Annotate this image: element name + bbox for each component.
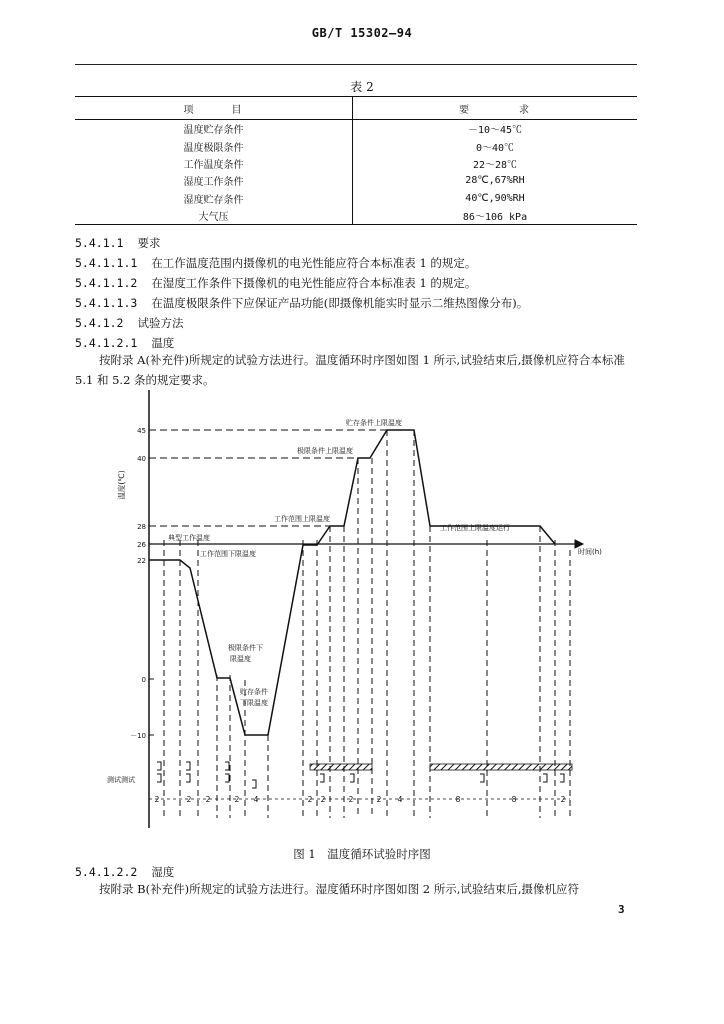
section-number: 5.4.1.1.3 (75, 296, 138, 310)
paragraph-humidity-method: 按附录 B(补充件)所规定的试验方法进行。湿度循环时序图如图 2 所示,试验结束后,摄像机应符 (99, 882, 580, 896)
section-number: 5.4.1.2.2 (75, 865, 138, 879)
section-number: 5.4.1.2 (75, 316, 124, 330)
table-cell-item: 温度贮存条件 (75, 120, 353, 138)
test-marker (225, 762, 229, 770)
requirements-table (75, 96, 637, 225)
x-axis-label: 时间(h) (578, 548, 602, 556)
annotation-limit-upper: 极限条件上限温度 (297, 447, 353, 455)
y-axis-label: 温度(℃) (117, 470, 126, 500)
duration-label: 2 (348, 795, 354, 804)
section-number: 5.4.1.1.2 (75, 276, 138, 290)
table-cell-requirement: 22～28℃ (472, 159, 518, 171)
duration-label: 2 (376, 795, 382, 804)
duration-label: 8 (511, 795, 517, 804)
section-number: 5.4.1.1 (75, 236, 124, 250)
table-header-row (75, 97, 637, 120)
table-row (75, 207, 637, 225)
table-row (75, 190, 637, 207)
section-line (75, 255, 476, 271)
y-tick-label: 40 (137, 455, 146, 463)
annotation-work-upper: 工作范围上限温度 (274, 515, 330, 523)
annotation-typical-work: 典型工作温度 (168, 534, 210, 542)
temperature-cycle-diagram (0, 390, 724, 840)
annotation-storage-lower-2: 下限温度 (240, 699, 268, 707)
table-col-item-header: 项 目 (75, 97, 353, 120)
test-marker (157, 774, 161, 782)
table-cell-item: 工作温度条件 (75, 155, 353, 172)
duration-label: 2 (560, 795, 566, 804)
figure-caption: 图 1 温度循环试验时序图 (293, 847, 431, 861)
section-text: 温度 (151, 336, 175, 350)
test-marker (186, 762, 190, 770)
annotation-limit-lower-1: 极限条件下 (228, 644, 263, 652)
duration-label: 2 (320, 795, 326, 804)
duration-label: 2 (307, 795, 313, 804)
section-text: 试验方法 (137, 316, 184, 330)
section-number: 5.4.1.2.1 (75, 336, 138, 350)
standard-code-header: GB/T 15302—94 (311, 26, 413, 40)
test-marker (350, 774, 354, 782)
table-cell-item: 温度极限条件 (75, 137, 353, 154)
test-marker (186, 774, 190, 782)
y-tick-label: 0 (141, 676, 146, 684)
header-rule (75, 64, 637, 65)
measurement-bar (310, 764, 372, 770)
duration-label: 8 (455, 795, 461, 804)
section-line (75, 864, 174, 880)
table-cell-item: 湿度贮存条件 (75, 190, 353, 207)
annotation-work-upper-run: 工作范围上限温度运行 (440, 524, 510, 532)
y-tick-label: 28 (137, 523, 146, 531)
table-cell-requirement: 0～40℃ (475, 142, 515, 154)
table-row (75, 155, 637, 172)
measurement-bar (430, 764, 572, 770)
page-number: 3 (618, 903, 625, 916)
section-text: 在湿度工作条件下摄像机的电光性能应符合本标准表 1 的规定。 (151, 276, 477, 290)
section-text: 在温度极限条件下应保证产品功能(即摄像机能实时显示二维热图像分布)。 (151, 296, 529, 310)
test-marker (480, 774, 484, 782)
table-col-requirement-header: 要 求 (353, 97, 638, 120)
section-number: 5.4.1.1.1 (75, 256, 138, 270)
section-text: 在工作温度范围内摄像机的电光性能应符合本标准表 1 的规定。 (151, 256, 477, 270)
test-marker (252, 780, 256, 788)
table-cell-requirement: 28℃,67%RH (465, 175, 525, 187)
test-marker (560, 774, 564, 782)
annotation-work-lower: 工作范围下限温度 (200, 550, 256, 558)
section-text: 湿度 (151, 865, 175, 879)
duration-label: 4 (253, 795, 259, 804)
y-tick-label: 26 (137, 541, 146, 549)
table-cell-requirement: 86～106 kPa (353, 207, 638, 225)
section-line (75, 295, 528, 311)
y-tick-label: 45 (137, 427, 146, 435)
test-marker (543, 774, 547, 782)
duration-label: 2 (186, 795, 192, 804)
annotation-storage-lower-1: 贮存条件 (240, 688, 268, 696)
test-marker (320, 774, 324, 782)
table-title: 表 2 (350, 80, 374, 94)
temperature-profile-line (149, 430, 555, 735)
annotation-storage-upper: 贮存条件上限温度 (346, 419, 402, 427)
table-cell-requirement: －10～45℃ (467, 125, 523, 137)
y-tick-label: －10 (130, 732, 146, 740)
test-marker (225, 774, 229, 782)
section-text: 要求 (137, 236, 161, 250)
measurement-label: 测试测试 (107, 776, 135, 784)
duration-label: 4 (397, 795, 403, 804)
duration-label: 2 (205, 795, 211, 804)
duration-label: 2 (154, 795, 160, 804)
table-row (75, 137, 637, 154)
table-cell-item: 大气压 (75, 207, 353, 225)
test-marker (157, 762, 161, 770)
section-line (75, 315, 183, 331)
paragraph-temperature-method: 按附录 A(补充件)所规定的试验方法进行。温度循环时序图如图 1 所示,试验结束后,摄像机应符合本标准 5.1 和 5.2 条的规定要求。 (75, 353, 625, 387)
section-line (75, 235, 160, 251)
time-axis-arrow (575, 540, 583, 548)
y-tick-label: 22 (137, 557, 146, 565)
annotation-limit-lower-2: 限温度 (230, 655, 251, 663)
table-row (75, 120, 637, 138)
section-line (75, 335, 174, 351)
section-line (75, 275, 476, 291)
table-cell-item: 湿度工作条件 (75, 172, 353, 189)
table-row (75, 172, 637, 189)
duration-label: 2 (234, 795, 240, 804)
table-cell-requirement: 40℃,90%RH (465, 192, 525, 204)
